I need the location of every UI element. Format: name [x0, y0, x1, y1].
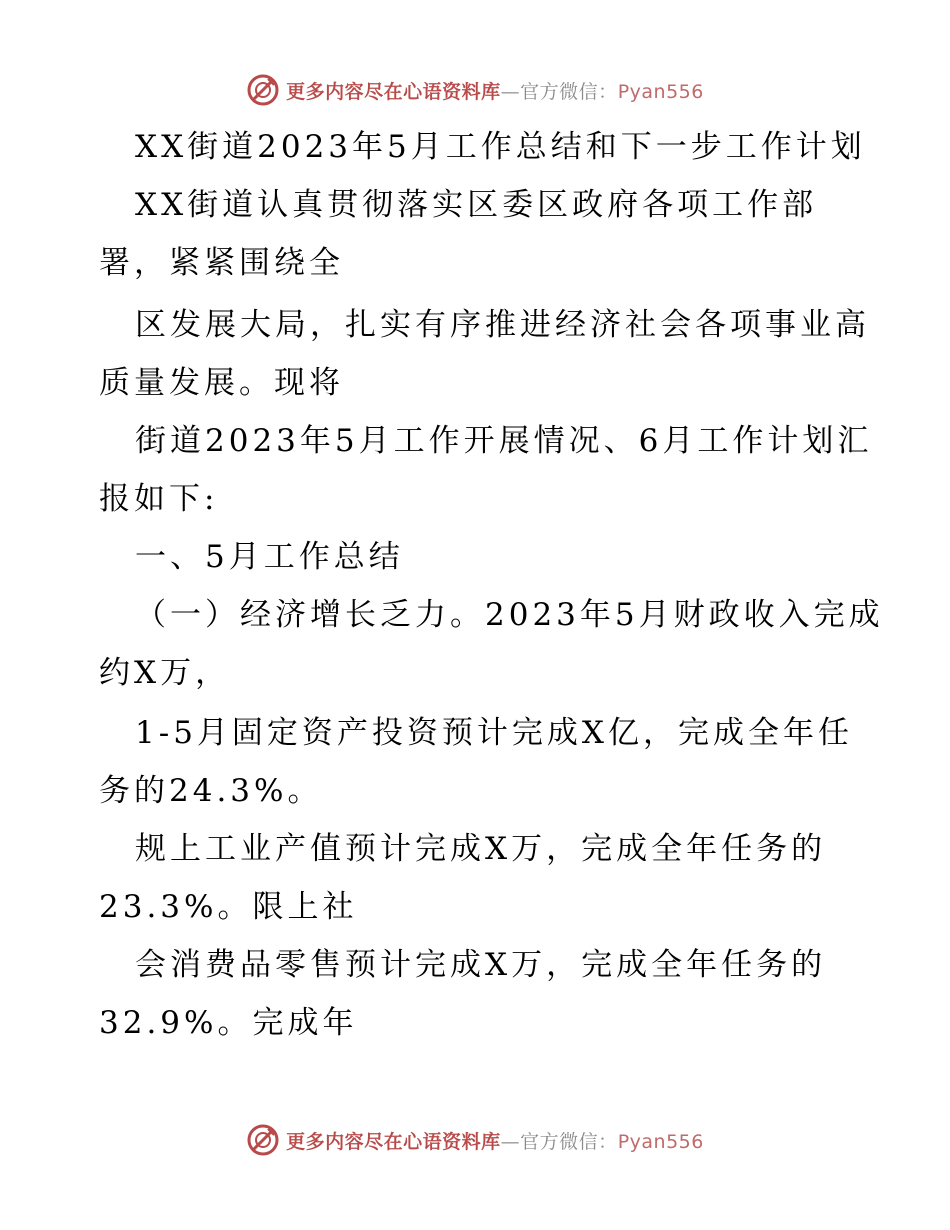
paragraph-line: 区发展大局，扎实有序推进经济社会各项事业高 [135, 307, 870, 343]
watermark-separator: — [500, 1130, 521, 1153]
watermark-brand: 更多内容尽在心语资料库 [286, 80, 501, 103]
watermark-wechat-id: Pyan556 [617, 1130, 704, 1153]
watermark-wechat-id: Pyan556 [617, 80, 704, 103]
section-heading: 一、5月工作总结 [135, 539, 404, 575]
paragraph-line: 23.3%。限上社 [99, 889, 358, 925]
header-watermark [0, 70, 950, 110]
paragraph-line: （一）经济增长乏力。2023年5月财政收入完成 [135, 597, 884, 633]
paragraph-line: XX街道认真贯彻落实区委区政府各项工作部 [135, 187, 818, 223]
paragraph-line: 32.9%。完成年 [99, 1005, 358, 1041]
paragraph-line: 报如下: [99, 481, 219, 517]
paragraph-line: 街道2023年5月工作开展情况、6月工作计划汇 [135, 423, 873, 459]
watermark-separator: — [500, 80, 521, 103]
watermark-wechat-label: 官方微信： [520, 80, 618, 103]
paragraph-line: 会消费品零售预计完成X万，完成全年任务的 [135, 947, 827, 983]
brand-logo-icon [246, 73, 280, 107]
footer-watermark [0, 1120, 950, 1160]
paragraph-line: 约X万， [99, 655, 231, 691]
document-title: XX街道2023年5月工作总结和下一步工作计划 [135, 129, 866, 165]
watermark-wechat-label: 官方微信： [520, 1130, 618, 1153]
paragraph-line: 规上工业产值预计完成X万，完成全年任务的 [135, 831, 827, 867]
brand-logo-icon [246, 1123, 280, 1157]
paragraph-line: 务的24.3%。 [99, 773, 323, 809]
watermark-brand: 更多内容尽在心语资料库 [286, 1130, 501, 1153]
paragraph-line: 署，紧紧围绕全 [99, 245, 344, 281]
paragraph-line: 1-5月固定资产投资预计完成X亿，完成全年任 [135, 715, 853, 751]
paragraph-line: 质量发展。现将 [99, 365, 344, 401]
